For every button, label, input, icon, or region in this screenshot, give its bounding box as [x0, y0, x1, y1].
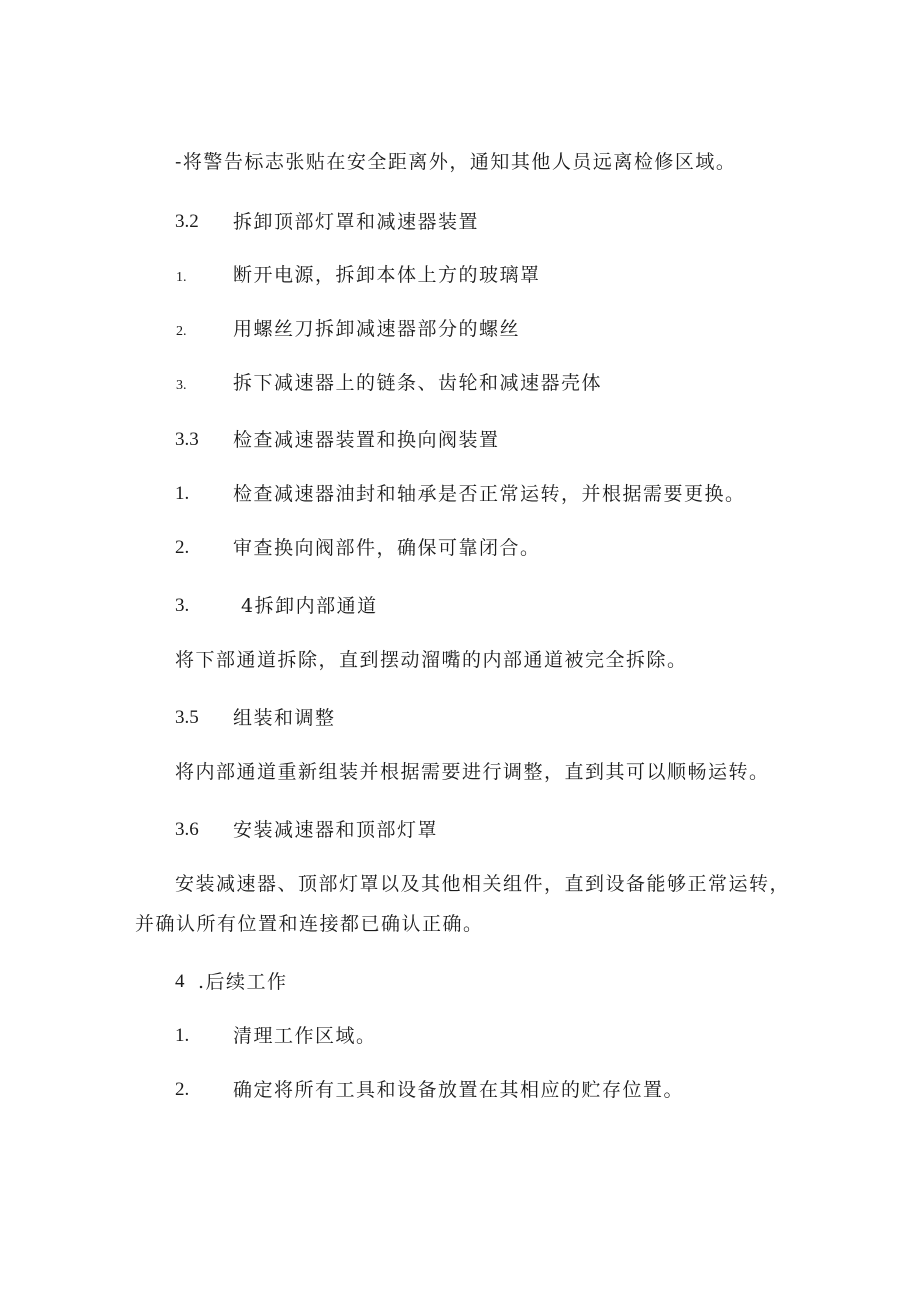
section-heading-3-3: 检查减速器装置和换向阀装置	[233, 429, 500, 451]
list-item-text: 用螺丝刀拆卸减速器部分的螺丝	[233, 318, 521, 340]
list-item-text: 拆下减速器上的链条、齿轮和减速器壳体	[233, 372, 603, 394]
list-number: 3.	[175, 595, 190, 616]
paragraph-reassemble: 将内部通道重新组装并根据需要进行调整，直到其可以顺畅运转。	[175, 761, 770, 783]
section-heading-3-2: 拆卸顶部灯罩和减速器装置	[233, 211, 480, 233]
section-number-3-6: 3.6	[175, 819, 199, 840]
section-number-3-5: 3.5	[175, 707, 199, 728]
section-number-3-2: 3.2	[175, 211, 199, 232]
section-heading-3-5: 组装和调整	[233, 707, 336, 729]
list-item-text: 确定将所有工具和设备放置在其相应的贮存位置。	[233, 1079, 685, 1101]
section-number-4: 4	[175, 971, 185, 992]
list-number: 1.	[176, 270, 187, 285]
section-heading-4: .后续工作	[198, 971, 288, 993]
list-item-text: 断开电源，拆卸本体上方的玻璃罩	[233, 264, 541, 286]
list-number: 1.	[175, 1025, 190, 1046]
section-heading-3-6: 安装减速器和顶部灯罩	[233, 819, 439, 841]
list-number: 2.	[176, 324, 187, 339]
list-item-text: 审查换向阀部件，确保可靠闭合。	[233, 537, 541, 559]
list-item-text: 清理工作区域。	[233, 1025, 377, 1047]
paragraph-warning-sign: -将警告标志张贴在安全距离外，通知其他人员远离检修区域。	[175, 151, 737, 173]
list-number: 2.	[175, 537, 190, 558]
section-heading-3-4: 4拆卸内部通道	[241, 595, 378, 617]
paragraph-install-line-1: 安装减速器、顶部灯罩以及其他相关组件，直到设备能够正常运转，	[175, 873, 791, 895]
section-number-3-3: 3.3	[175, 429, 199, 450]
paragraph-remove-channel: 将下部通道拆除，直到摆动溜嘴的内部通道被完全拆除。	[175, 649, 688, 671]
paragraph-install-line-2: 并确认所有位置和连接都已确认正确。	[135, 913, 484, 935]
list-item-text: 检查减速器油封和轴承是否正常运转，并根据需要更换。	[233, 483, 746, 505]
list-number: 1.	[175, 483, 190, 504]
list-number: 3.	[176, 378, 187, 393]
list-number: 2.	[175, 1079, 190, 1100]
